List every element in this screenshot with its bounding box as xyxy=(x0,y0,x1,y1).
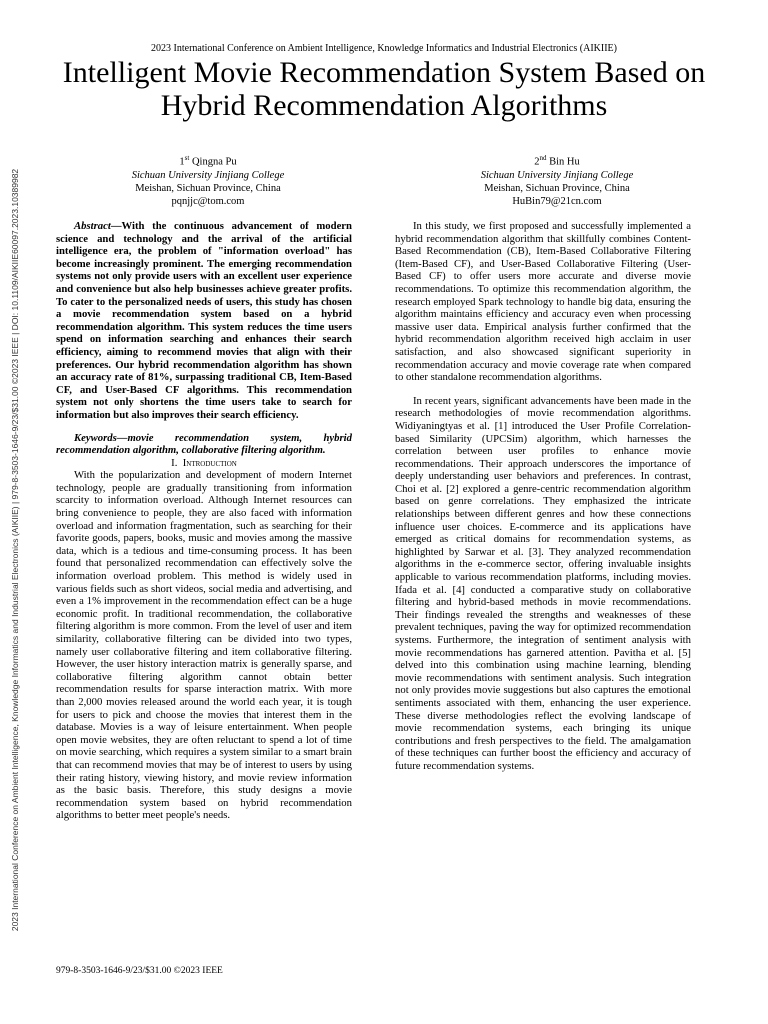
author-email: HuBin79@21cn.com xyxy=(512,195,602,207)
author-location: Meishan, Sichuan Province, China xyxy=(135,182,281,194)
paper-title: Intelligent Movie Recommendation System Based on Hybrid Recommendation Algorithms xyxy=(62,56,706,122)
author-block-2 xyxy=(427,152,687,208)
section-number: I. xyxy=(171,456,178,469)
side-margin-citation xyxy=(8,150,22,950)
section-heading-introduction xyxy=(56,457,352,470)
author-name: 2nd Bin Hu xyxy=(534,154,580,168)
author-name: 1st Qingna Pu xyxy=(179,154,237,168)
conference-header: 2023 International Conference on Ambient Intelligence, Knowledge Informatics and Industrial Electronics (AIKIIE) xyxy=(151,43,617,54)
keywords: Keywords—movie recommendation system, hybrid recommendation algorithm, collaborative filtering algorithm. xyxy=(56,431,352,457)
intro-paragraph-3: In recent years, significant advancements have been made in the research methodologies of movie recommendation algorithms. Widiyaningtyas et al. [1] introduced the User Profile Correlation-based Similarity (UPCSim) algorithm, which harnesses the correlation between user profiles to enhance movie recommendations. Their approach underscores the importance of deeply understanding user behaviors and preferences. In contrast, Choi et al. [2] explored a genre-centric recommendation algorithm based on genre correlations. They emphasized the intricate relationships between different genres and how these connections influence user choices. E-commerce and its applications have emerged as critical domains for recommendation systems, as highlighted by Sarwar et al. [3]. They analyzed recommendation algorithms in the e-commerce sector, offering invaluable insights applicable to various recommendation platforms, including movies. Ifada et al. [4] conducted a comparative study on collaborative filtering and hybrid-based methods in movie recommendations. Their findings revealed the strengths and weaknesses of these prevalent techniques, paving the way for optimized recommendation systems. Furthermore, the integration of sentiment analysis with movie recommendations has garnered attention. Pavitha et al. [5] delved into this combination using machine learning, blending movie recommendations with sentiment analysis. Such integration not only provides movie suggestions but also captures the emotional sentiments associated with them, enhancing the user experience. These diverse methodologies reflect the evolving landscape of movie recommendation systems, each bringing its unique contributions and fresh perspectives to the field. The amalgamation of these techniques can further boost the efficiency and accuracy of future recommendation systems. xyxy=(395,394,691,772)
abstract-text: —With the continuous advancement of modern science and technology and the arrival of the artificial intelligence era, the problem of "information overload" has become increasingly prominent. The emerging recommendation systems not only provide users with an excellent user experience and convenience but also help businesses achieve greater profits. To cater to the personalized needs of users, this study has chosen a movie recommendation system based on a hybrid recommendation algorithm. This system reduces the time users spend on information searching and enhances their search efficiency, aiming to recommend movies that align with their preferences. Our hybrid recommendation algorithm has shown an accuracy rate of 81%, surpassing traditional CB, Item-Based CF, and User-Based CF algorithms. This recommendation system not only shortens the time users take to search for information but also improves their search efficiency. xyxy=(56,220,352,421)
author-affiliation: Sichuan University Jinjiang College xyxy=(480,169,634,181)
intro-paragraph-1: With the popularization and development of modern Internet technology, people are gradually transitioning from information scarcity to information overload. Although Internet resources can bring convenience to people, they are also faced with information overload and information fragmentation, such as searching for their favorite goods, papers, books, music and movies among the massive data, which is a tedious and time-consuming process. It has been found that personalized recommendation can effectively solve the information overload problem. This method is widely used in various fields such as short videos, social media and advertising, and even a 1% improvement in the recommendation effect can be a huge economic profit. In traditional recommendation, the collaborative filtering algorithm is more common. From the level of user and item similarity, collaborative filtering can be divided into two types, namely user collaborative filtering and item collaborative filtering. However, the user history interaction matrix is generally sparse, and collaborative filtering algorithm cannot obtain better recommendation results for sparse interaction matrix. With more than 2,000 movies released around the world each year, it is tough for users to pick and choose the movies that interest them in the database. Movies is a way of leisure entertainment. When people open movie websites, they are often reluctant to spend a lot of time on movie searching, which requires a system similar to a smart brain that can recommend movies that may be of interest to users by using their rating history, viewing history, and movie review information as the basic basis. Therefore, this study designs a movie recommendation system based on hybrid recommendation algorithms to better meet people's needs. xyxy=(56,469,352,822)
side-citation-text: 2023 International Conference on Ambient Intelligence, Knowledge Informatics and Industrial Electronics (AIKIIE) | 979-8-3503-1646-9/23/$31.00 ©2023 IEEE | DOI: 10.1109/AIKIIE60097.2023.10389982 xyxy=(10,168,20,932)
section-title: Introduction xyxy=(182,456,237,469)
author-location: Meishan, Sichuan Province, China xyxy=(484,182,630,194)
author-affiliation: Sichuan University Jinjiang College xyxy=(131,169,285,181)
left-column xyxy=(56,220,352,822)
author-block-1 xyxy=(78,152,338,208)
right-column xyxy=(395,220,691,773)
author-email: pqnjjc@tom.com xyxy=(171,195,245,207)
abstract-label: Abstract xyxy=(74,220,111,232)
intro-paragraph-2: In this study, we first proposed and successfully implemented a hybrid recommendation algorithm that skillfully combines Content-Based Recommendation (CB), Item-Based Collaborative Filtering (Item-Based CF), and User-Based Collaborative Filtering (User-Based CF) to offer users more accurate and diverse movie recommendations. To optimize this recommendation algorithm, the research employed Spark technology to handle big data, ensuring the algorithm maintains efficiency and accuracy even when processing massive user data. Empirical analysis further confirmed that the hybrid recommendation algorithm received high acclaim in user satisfaction, and also showcased significant superiority in recommendation accuracy and movie coverage rate when compared to other standalone recommendation algorithms. xyxy=(395,220,691,384)
abstract xyxy=(56,220,352,422)
page-footer: 979-8-3503-1646-9/23/$31.00 ©2023 IEEE xyxy=(56,966,223,976)
